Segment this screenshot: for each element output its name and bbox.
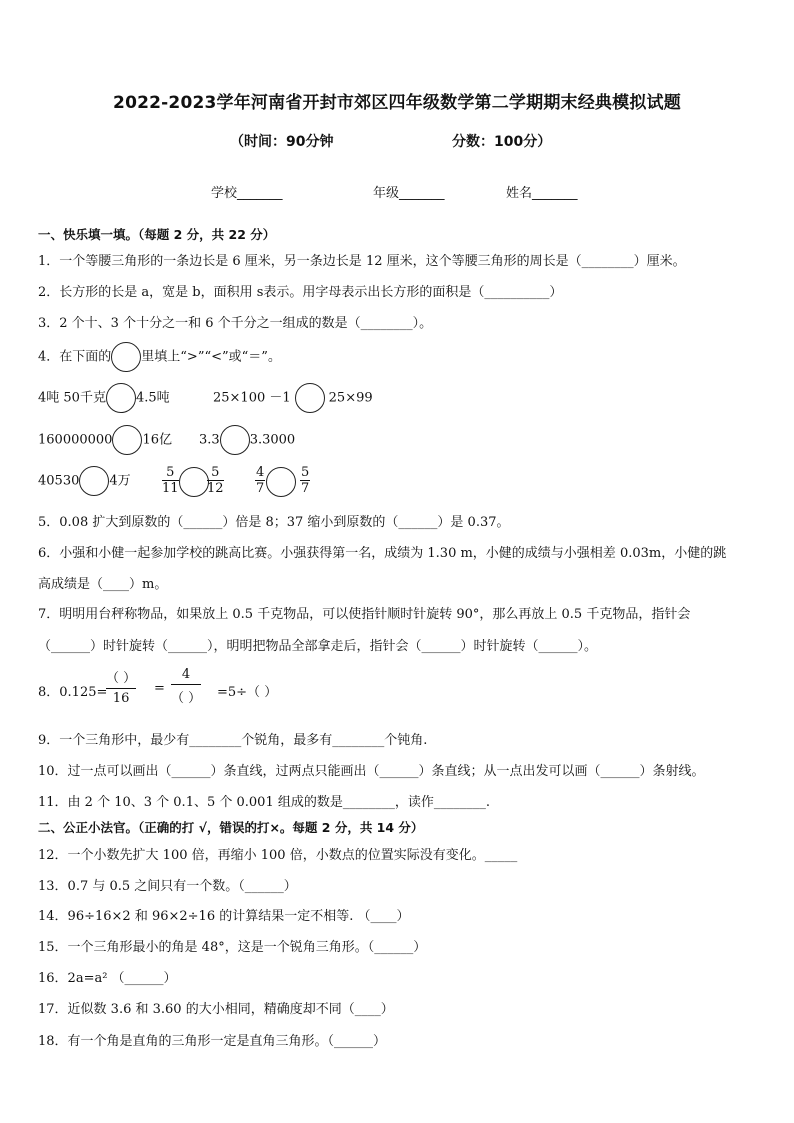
question-17: 17．近似数 3.6 和 3.60 的大小相同，精确度却不同（____） (38, 1002, 394, 1017)
question-10: 10．过一点可以画出（______）条直线，过两点只能画出（______）条直线；从一点出发可以画（______）条射线。 (38, 764, 705, 779)
question-8-equals: = (154, 681, 165, 696)
compare-row-2-left (38, 425, 172, 455)
question-3: 3．2 个十、3 个十分之一和 6 个千分之一组成的数是（________）。 (38, 316, 433, 331)
question-8-suffix: =5÷（ ） (217, 685, 278, 700)
compare-b-right: 25×99 (328, 390, 373, 406)
fraction-4-7 (255, 465, 265, 496)
compare-circle (266, 467, 296, 497)
question-7-line-2: （______）时针旋转（______），明明把物品全部拿走后，指针会（______）时针旋转（______）。 (38, 639, 598, 654)
compare-row-1-left (38, 383, 170, 413)
compare-circle (179, 467, 209, 497)
question-15: 15．一个三角形最小的角是 48°，这是一个锐角三角形。（______） (38, 940, 427, 955)
compare-circle (112, 425, 142, 455)
question-5: 5．0.08 扩大到原数的（______）倍是 8；37 缩小到原数的（______）是 0.37。 (38, 515, 510, 530)
question-13: 13．0.7 与 0.5 之间只有一个数。（______） (38, 879, 297, 894)
question-9: 9．一个三角形中，最少有________个锐角，最多有________个钝角. (38, 733, 428, 748)
question-8-prefix: 8．0.125= (38, 685, 108, 700)
compare-circle (79, 466, 109, 496)
compare-row-1-right (213, 383, 373, 413)
section-1-heading: 一、快乐填一填。（每题 2 分，共 22 分） (38, 227, 276, 242)
fraction-numerator: 4 (171, 667, 201, 685)
fraction-denominator: 16 (112, 691, 130, 706)
compare-e-right: 4万 (109, 473, 131, 489)
question-18: 18．有一个角是直角的三角形一定是直角三角形。（______） (38, 1034, 387, 1049)
question-11: 11．由 2 个 10、3 个 0.1、5 个 0.001 组成的数是________，读作________. (38, 795, 490, 810)
compare-circle (106, 383, 136, 413)
compare-row-3-left (38, 466, 131, 496)
exam-score: 分数：100分） (452, 134, 552, 150)
compare-c-left: 160000000 (38, 432, 113, 448)
question-14: 14．96÷16×2 和 96×2÷16 的计算结果一定不相等. （____） (38, 909, 410, 924)
question-8-fraction-2 (171, 667, 201, 706)
school-field: 学校_______ (211, 186, 283, 201)
name-field: 姓名_______ (506, 186, 578, 201)
fraction-denominator: 7 (256, 481, 265, 496)
fraction-denominator: 7 (301, 481, 310, 496)
compare-circle (111, 342, 141, 372)
compare-a-right: 4.5吨 (135, 390, 170, 406)
compare-d-right: 3.3000 (249, 432, 296, 448)
compare-row-2-right (199, 425, 295, 455)
exam-time: （时间：90分钟 (230, 134, 334, 150)
page-title: 2022-2023学年河南省开封市郊区四年级数学第二学期期末经典模拟试题 (113, 93, 681, 113)
compare-circle (220, 425, 250, 455)
fraction-numerator: （ ） (106, 667, 136, 689)
question-16: 16．2a=a² （______） (38, 971, 177, 986)
compare-b-left: 25×100 －1 (213, 390, 291, 406)
fraction-5-11 (162, 465, 179, 496)
fraction-numerator: 5 (301, 465, 310, 480)
question-1: 1．一个等腰三角形的一条边长是 6 厘米，另一条边长是 12 厘米，这个等腰三角形的周长是（________）厘米。 (38, 254, 686, 269)
fraction-numerator: 4 (256, 465, 265, 480)
fraction-numerator: 5 (207, 465, 224, 481)
compare-c-right: 16亿 (142, 432, 172, 448)
question-4 (38, 342, 281, 372)
fraction-5-7 (300, 465, 310, 496)
question-7-line-1: 7．明明用台秤称物品，如果放上 0.5 千克物品，可以使指针顺时针旋转 90°，那么再放上 0.5 千克物品，指针会 (38, 607, 691, 622)
question-4-prefix: 4．在下面的 (38, 349, 112, 365)
fraction-5-12 (207, 465, 224, 496)
grade-field: 年级_______ (373, 186, 445, 201)
question-4-suffix: 里填上“>”“<”或“＝”。 (141, 349, 281, 365)
fraction-denominator: 11 (162, 481, 179, 496)
question-6-line-2: 高成绩是（____）m。 (38, 577, 168, 592)
question-2: 2．长方形的长是 a，宽是 b，面积用 s表示。用字母表示出长方形的面积是（__________） (38, 285, 563, 300)
question-8-fraction-1 (106, 667, 136, 706)
section-2-heading: 二、公正小法官。（正确的打 √，错误的打×。每题 2 分，共 14 分） (38, 820, 424, 835)
compare-e-left: 40530 (38, 473, 80, 489)
question-12: 12．一个小数先扩大 100 倍，再缩小 100 倍，小数点的位置实际没有变化。_____ (38, 848, 518, 863)
question-6-line-1: 6．小强和小健一起参加学校的跳高比赛。小强获得第一名，成绩为 1.30 m，小健的成绩与小强相差 0.03m，小健的跳 (38, 546, 727, 561)
compare-a-left: 4吨 50千克 (38, 390, 106, 406)
fraction-numerator: 5 (162, 465, 179, 481)
fraction-denominator: 12 (207, 481, 224, 496)
fraction-denominator: （ ） (171, 691, 202, 706)
compare-circle (295, 383, 325, 413)
compare-d-left: 3.3 (199, 432, 220, 448)
